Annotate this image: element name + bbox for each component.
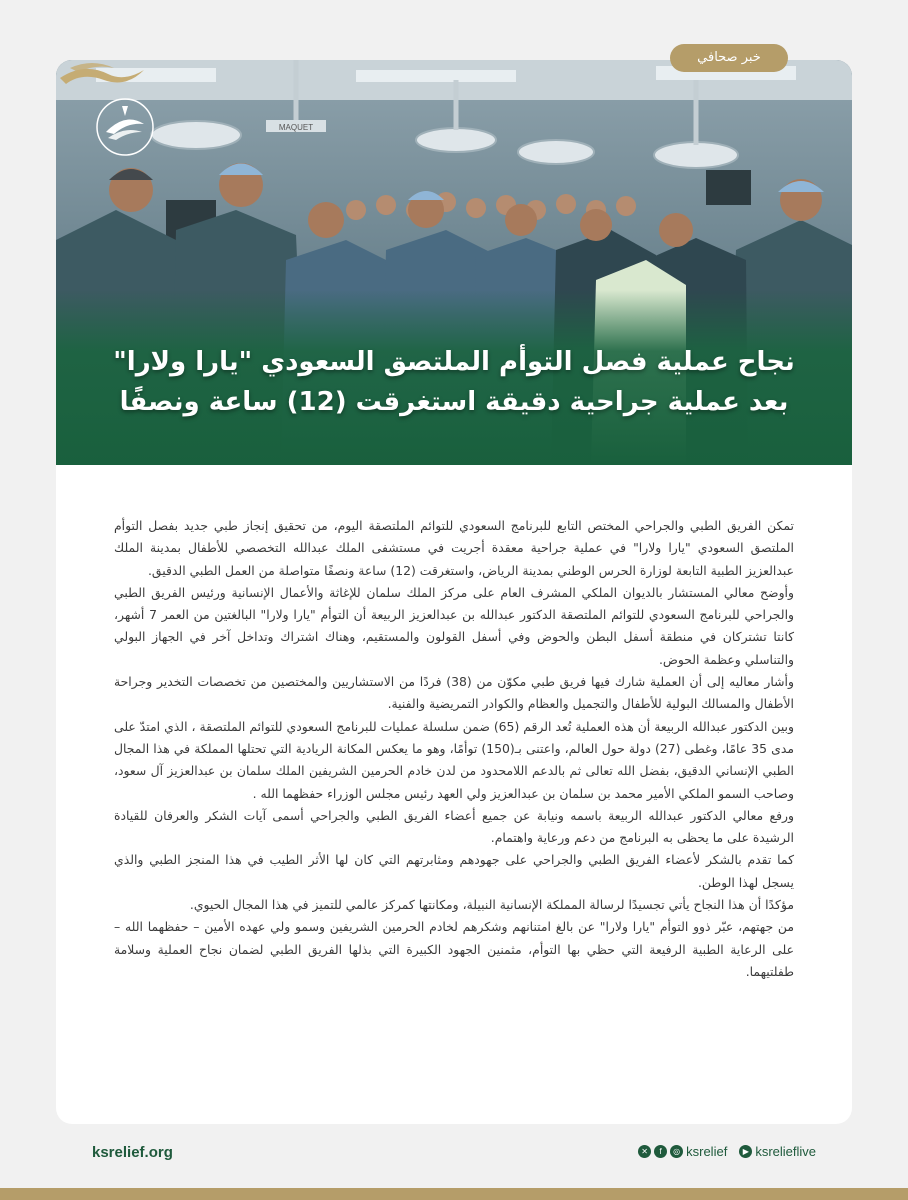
paragraph: تمكن الفريق الطبي والجراحي المختص التابع للبرنامج السعودي للتوائم الملتصقة اليوم، من تحقيق إنجاز طبي جديد بفصل التوأم الملتصق السعودي "يارا ولارا" في عملية جراحية معقدة أجريت في مستشفى الملك عبدالله التخصصي للأطفال بمدينة الملك عبدالعزيز الطبية التابعة لوزارة الحرس الوطني بمدينة الرياض، واستغرقت (12) ساعة ونصفًا متواصلة من العمل الطبي الدقيق. (114, 518, 794, 578)
social-links (638, 1144, 816, 1159)
paragraph: من جهتهم، عبّر ذوو التوأم "يارا ولارا" عن بالغ امتنانهم وشكرهم لخادم الحرمين الشريفين وسمو ولي عهده الأمين – حفظهما الله – على الرعاية الطبية الرفيعة التي حظي بها التوأم، مثمنين الجهود الكبيرة التي بذلها الفريق الطبي لضمان نجاح العملية وسلامة طفلتيهما. (114, 919, 794, 979)
paragraph: كما تقدم بالشكر لأعضاء الفريق الطبي والجراحي على جهودهم ومثابرتهم التي كان لها الأثر الطيب في هذا المنجز الطبي والذي يسجل لهذا الوطن. (114, 852, 794, 890)
youtube-icon[interactable]: ▶ (739, 1145, 752, 1158)
paragraph: مؤكدًا أن هذا النجاح يأتي تجسيدًا لرسالة المملكة الإنسانية النبيلة، ومكانتها كمركز عالمي للتميز في هذا المجال الحيوي. (189, 897, 794, 913)
equipment-label: MAQUET (278, 123, 314, 132)
paragraph: وأشار معاليه إلى أن العملية شارك فيها فريق طبي مكوّن من (38) فردًا من الاستشاريين والمختصين من تخصصات التخدير وجراحة الأطفال والمسالك البولية للأطفال والتجميل والعظام والكوادر التمريضية والفنية. (114, 674, 794, 712)
paragraph: وأوضح معالي المستشار بالديوان الملكي المشرف العام على مركز الملك سلمان للإغاثة والأعمال الإنسانية ورئيس الفريق الطبي والجراحي للبرنامج السعودي للتوائم الملتصقة الدكتور عبدالله بن عبدالعزيز الربيعة أن التوأم "يارا ولارا" البالغتين من العمر 7 أشهر، كانتا تشتركان في منطقة أسفل البطن والحوض وفي أسفل القولون والمستقيم، وهناك اشتراك وتداخل آخر في الجهاز البولي والتناسلي وعظمة الحوض. (114, 584, 795, 667)
facebook-icon[interactable]: f (654, 1145, 667, 1158)
instagram-icon[interactable]: ◎ (670, 1145, 683, 1158)
headline-line-2: بعد عملية جراحية دقيقة استغرقت (12) ساعة ونصفًا (119, 387, 789, 417)
bottom-gold-bar (0, 1188, 908, 1200)
press-release-card (56, 60, 852, 1124)
team-photo (56, 60, 852, 465)
social-handle[interactable]: ksrelief (686, 1144, 728, 1159)
x-icon[interactable]: ✕ (638, 1145, 651, 1158)
article-body (114, 515, 794, 983)
paragraph: ورفع معالي الدكتور عبدالله الربيعة باسمه ونيابة عن جميع أعضاء الفريق الطبي والجراحي أسمى آيات الشكر والعرفان للقيادة الرشيدة على ما يحظى به البرنامج من دعم ورعاية واهتمام. (114, 807, 794, 846)
gold-wave-ornament (56, 60, 148, 90)
website-link[interactable]: ksrelief.org (92, 1144, 173, 1161)
headline (56, 342, 852, 422)
youtube-handle[interactable]: ksrelieflive (755, 1144, 816, 1159)
headline-line-1: نجاح عملية فصل التوأم الملتصق السعودي "يارا ولارا" (113, 347, 795, 377)
news-type-badge: خبر صحافي (670, 44, 788, 72)
paragraph: وبين الدكتور عبدالله الربيعة أن هذه العملية تُعد الرقم (65) ضمن سلسلة عمليات للبرنامج السعودي للتوائم الملتصقة ، الذي امتدّ على مدى 35 عامًا، وغطى (27) دولة حول العالم، واعتنى بـ(150) توأمًا، وهو ما يعكس المكانة الريادية التي تحتلها المملكة في هذا المجال الطبي الإنساني الدقيق، بفضل الله تعالى ثم بالدعم اللامحدود من لدن خادم الحرمين الشريفين الملك سلمان بن عبدالعزيز آل سعود، وصاحب السمو الملكي الأمير محمد بن سلمان بن عبدالعزيز ولي العهد رئيس مجلس الوزراء حفظهما الله . (114, 718, 794, 801)
